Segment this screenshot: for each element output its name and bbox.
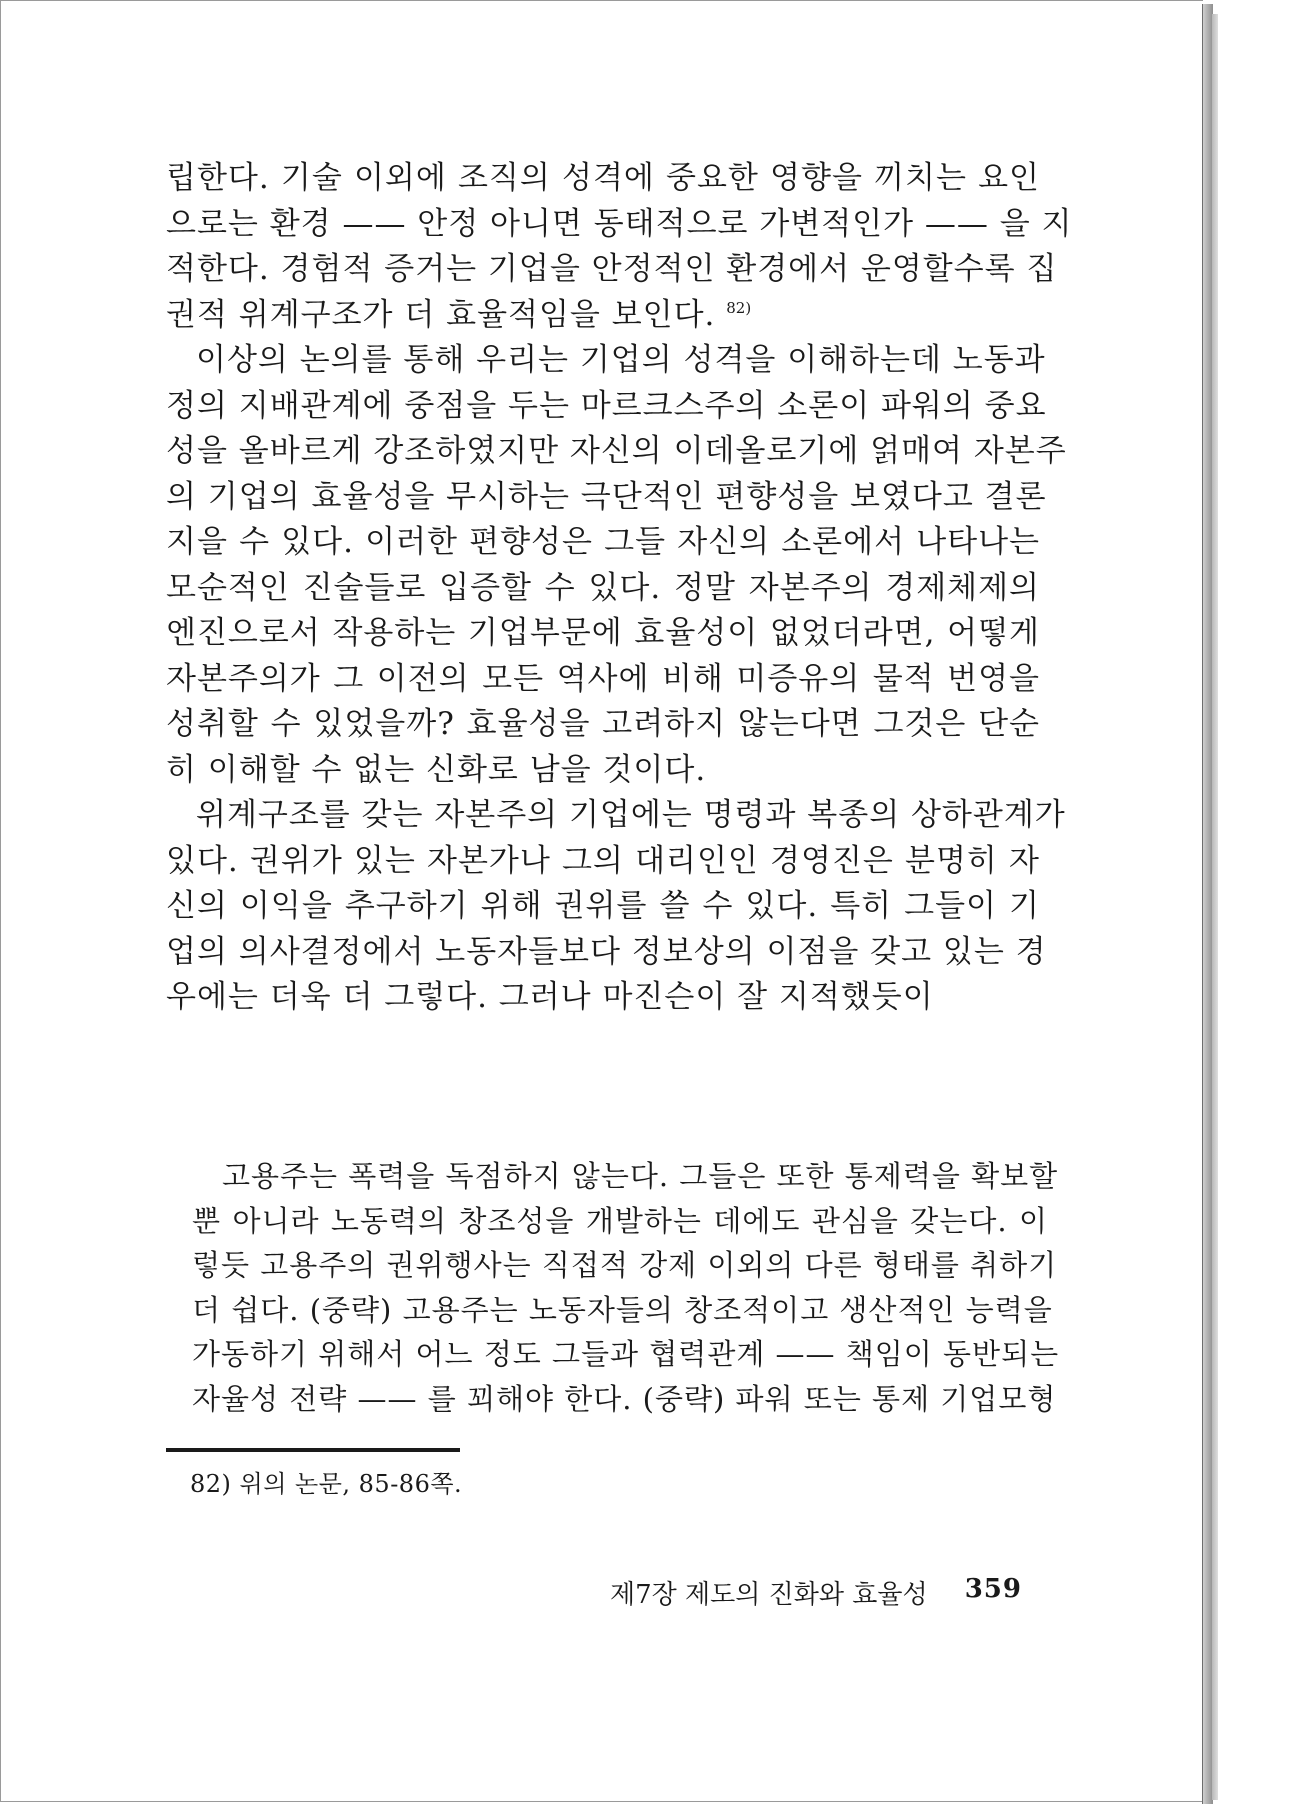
page-edge-shadow — [1212, 14, 1218, 1800]
running-footer — [610, 1574, 1022, 1611]
text-line: 자본주의가 그 이전의 모든 역사에 비해 미증유의 물적 번영을 — [166, 660, 1040, 697]
text-line: 업의 의사결정에서 노동자들보다 정보상의 이점을 갖고 있는 경 — [166, 933, 1047, 970]
text-line: 립한다. 기술 이외에 조직의 성격에 중요한 영향을 끼치는 요인 — [166, 160, 1040, 196]
text-line: 성을 올바르게 강조하였지만 자신의 이데올로기에 얽매여 자본주 — [166, 433, 1067, 469]
text-line: 으로는 환경 —— 안정 아니면 동태적으로 가변적인가 —— 을 지 — [166, 205, 1073, 242]
text-line: 우에는 더욱 더 그렇다. 그러나 마진슨이 잘 지적했듯이 — [166, 979, 934, 1015]
quote-line: 가동하기 위해서 어느 정도 그들과 협력관계 —— 책임이 동반되는 — [192, 1337, 1060, 1371]
quote-line: 뿐 아니라 노동력의 창조성을 개발하는 데에도 관심을 갖는다. 이 — [192, 1203, 1048, 1238]
footnote: 82) 위의 논문, 85-86쪽. — [190, 1470, 463, 1498]
quote-line: 렇듯 고용주의 권위행사는 직접적 강제 이외의 다른 형태를 취하기 — [192, 1248, 1058, 1282]
body-text — [166, 156, 1073, 1021]
quote-line: 고용주는 폭력을 독점하지 않는다. 그들은 또한 통제력을 확보할 — [222, 1159, 1059, 1193]
quote-line: 더 쉽다. (중략) 고용주는 노동자들의 창조적이고 생산적인 능력을 — [192, 1292, 1053, 1327]
text-line: 성취할 수 있었을까? 효율성을 고려하지 않는다면 그것은 단순 — [166, 706, 1040, 742]
chapter-title: 제7장 제도의 진화와 효율성 — [610, 1580, 928, 1610]
text-line: 위계구조를 갖는 자본주의 기업에는 명령과 복종의 상하관계가 — [196, 797, 1066, 833]
text-line: 있다. 권위가 있는 자본가나 그의 대리인인 경영진은 분명히 자 — [166, 842, 1040, 879]
text-line: 적한다. 경험적 증거는 기업을 안정적인 환경에서 운영할수록 집 — [166, 251, 1058, 287]
footnote-divider — [166, 1448, 460, 1452]
page-number: 359 — [964, 1574, 1022, 1604]
text-line — [166, 293, 1040, 339]
text-line: 모순적인 진술들로 입증할 수 있다. 정말 자본주의 경제체제의 — [166, 569, 1040, 606]
text-line: 의 기업의 효율성을 무시하는 극단적인 편향성을 보였다고 결론 — [166, 478, 1047, 515]
text-line: 히 이해할 수 없는 신화로 남을 것이다. — [166, 751, 707, 788]
text-line: 엔진으로서 작용하는 기업부문에 효율성이 없었더라면, 어떻게 — [166, 615, 1040, 651]
block-quote — [192, 1154, 1060, 1421]
text-line: 지을 수 있다. 이러한 편향성은 그들 자신의 소론에서 나타나는 — [166, 524, 1040, 560]
quote-line: 자율성 전략 —— 를 꾀해야 한다. (중략) 파워 또는 통제 기업모형 — [192, 1381, 1057, 1416]
text-line-content: 권적 위계구조가 더 효율적임을 보인다. — [166, 296, 716, 333]
text-line: 신의 이익을 추구하기 위해 권위를 쓸 수 있다. 특히 그들이 기 — [166, 888, 1040, 924]
text-line: 이상의 논의를 통해 우리는 기업의 성격을 이해하는데 노동과 — [196, 342, 1046, 378]
text-line: 정의 지배관계에 중점을 두는 마르크스주의 소론이 파워의 중요 — [166, 387, 1047, 424]
footnote-ref: 82) — [726, 298, 752, 317]
